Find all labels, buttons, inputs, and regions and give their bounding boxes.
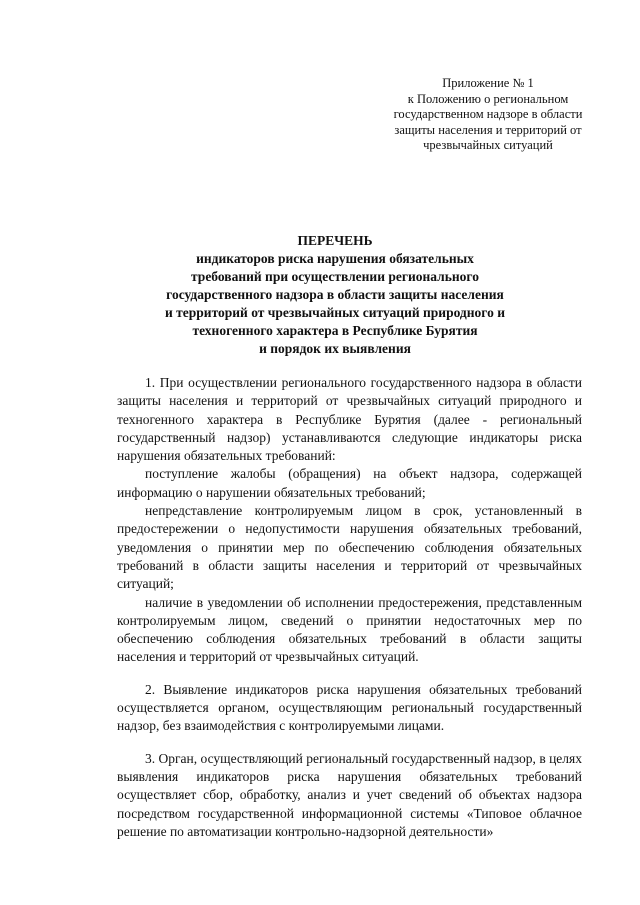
paragraph-indicator-2: непредставление контролируемым лицом в срок, установленный в предостережении о недопустимости нарушения обязательных требований, уведомления о принятии мер по обеспечению соблюдения обязательных требований в области защиты населения и территорий от чрезвычайных ситуаций; [117, 503, 582, 592]
document-body [117, 374, 582, 841]
paragraph-indicator-1: поступление жалобы (обращения) на объект надзора, содержащей информацию о нарушении обязательных требований; [117, 466, 582, 500]
appendix-block [370, 76, 606, 154]
paragraph-indicator-3: наличие в уведомлении об исполнении предостережения, представленным контролируемым лицом, сведений о принятии недостаточных мер по обеспечению соблюдения обязательных требований в области защиты населения и территорий от чрезвычайных ситуаций. [117, 594, 582, 665]
appendix-line: государственном надзоре в области [393, 107, 583, 121]
appendix-line: защиты населения и территорий от [394, 122, 582, 137]
paragraph-2: 2. Выявление индикаторов риска нарушения обязательных требований осуществляется органом, осуществляющим региональный государственный надзор, без взаимодействия с контролируемыми лицами. [117, 681, 582, 734]
title-line: требований при осуществлении регионального [191, 269, 479, 284]
title-heading: ПЕРЕЧЕНЬ [297, 233, 373, 248]
paragraph-1: 1. При осуществлении регионального государственного надзора в области защиты населения и территорий от чрезвычайных ситуаций природного и техногенного характера в Республике Бурятия (далее - региональный государственный надзор) устанавливаются следующие индикаторы риска нарушения обязательных требований: [117, 375, 582, 464]
title-line: и территорий от чрезвычайных ситуаций природного и [165, 305, 505, 320]
appendix-line: к Положению о региональном [407, 91, 569, 106]
title-line: техногенного характера в Республике Бурятия [192, 323, 478, 338]
document-title [80, 232, 590, 358]
title-line: индикаторов риска нарушения обязательных [196, 251, 474, 266]
title-line: и порядок их выявления [259, 341, 411, 356]
title-line: государственного надзора в области защиты населения [166, 287, 504, 302]
appendix-line: Приложение № 1 [442, 76, 534, 90]
appendix-line: чрезвычайных ситуаций [423, 138, 553, 152]
paragraph-3: 3. Орган, осуществляющий региональный государственный надзор, в целях выявления индикаторов риска нарушения обязательных требований осуществляет сбор, обработку, анализ и учет сведений об объектах надзора посредством государственной информационной системы «Типовое облачное решение по автоматизации контрольно-надзорной деятельности» [117, 750, 582, 839]
